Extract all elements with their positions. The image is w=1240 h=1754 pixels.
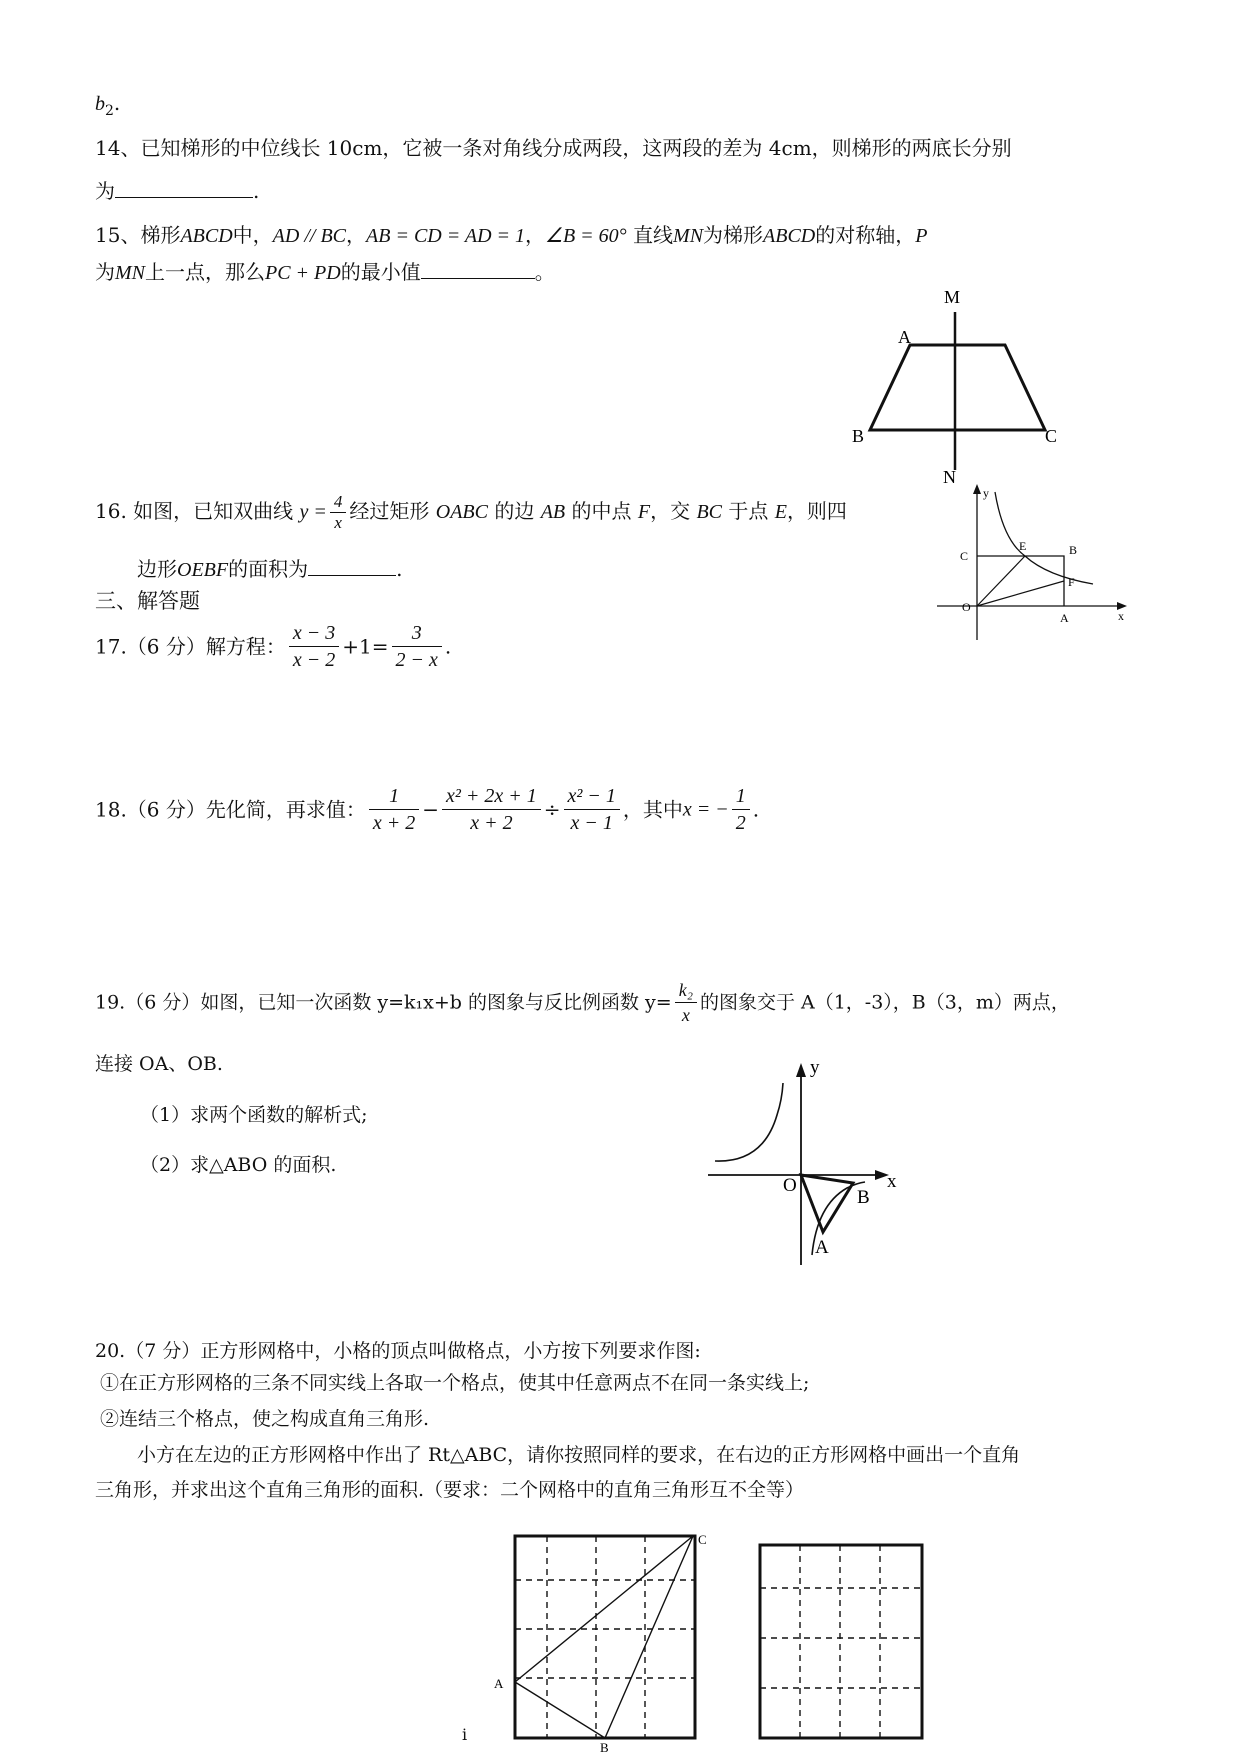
label-m: M <box>944 290 961 307</box>
section-title: 三、解答题 <box>95 589 200 613</box>
q17: 17.（6 分）解方程： $\frac{x - 3}{x - 2}$ +1= $\frac{3}{2 - x}$ . <box>95 622 452 671</box>
label-a: A <box>1060 611 1069 625</box>
q20-line1: 20.（7 分）正方形网格中，小格的顶点叫做格点，小方按下列要求作图: <box>95 1340 701 1362</box>
q20-grids-figure <box>490 1530 940 1754</box>
label-a: A <box>898 327 911 347</box>
rectangle-oabc <box>977 556 1064 606</box>
q20-line2: ①在正方形网格的三条不同实线上各取一个格点，使其中任意两点不在同一条实线上; <box>100 1372 810 1394</box>
right-grid <box>760 1545 922 1738</box>
q15-line1: 15、梯形ABCD中，AD // BC，AB = CD = AD = 1，∠B = 60° 直线MN为梯形ABCD的对称轴，P <box>95 223 928 247</box>
label-x: x <box>887 1171 897 1192</box>
q15-trapezoid-figure <box>840 290 1080 485</box>
left-grid <box>515 1536 695 1738</box>
label-c: C <box>960 549 969 563</box>
label-a: A <box>815 1237 829 1258</box>
q19-line1: 19.（6 分）如图，已知一次函数 y=k₁x+b 的图象与反比例函数 y= $\frac{\text{k₂}}{x}$ 的图象交于 A（1，-3），B（3，m）两点， <box>95 980 1070 1025</box>
label-y: y <box>810 1057 820 1078</box>
label-b: B <box>1069 543 1078 557</box>
q20-line3: ②连结三个格点，使之构成直角三角形. <box>100 1408 430 1430</box>
label-o: O <box>962 600 971 614</box>
y-axis-arrow <box>796 1063 806 1077</box>
label-c: C <box>698 1532 707 1547</box>
q19-sub1: （1）求两个函数的解析式; <box>140 1104 368 1126</box>
label-x: x <box>1118 609 1124 623</box>
hyperbola-curve <box>995 492 1093 584</box>
q18: 18.（6 分）先化简，再求值： $\frac{1}{x + 2}$ − $\frac{\text{x² + 2x + 1}}{x + 2}$ ÷ $\frac{\text{x² − 1}}{x - 1}$ ，其中x = − $\frac{1}{2}$ . <box>95 785 760 834</box>
label-a: A <box>494 1676 504 1691</box>
label-f: F <box>1068 575 1075 589</box>
label-o: O <box>783 1175 797 1196</box>
q14-line1: 14、已知梯形的中位线长 10cm，它被一条对角线分成两段，这两段的差为 4cm，则梯形的两底长分别 <box>95 136 1012 160</box>
q15-answer-blank <box>421 256 535 279</box>
q20-line4: 小方在左边的正方形网格中作出了 Rt△ABC，请你按照同样的要求，在右边的正方形网格中画出一个直角 <box>137 1444 1021 1466</box>
q19-sub2: （2）求△ABO 的面积. <box>140 1154 337 1176</box>
q14-answer-blank <box>115 175 253 198</box>
q16-line2: 边形OEBF的面积为 . <box>137 553 402 585</box>
label-y: y <box>983 486 989 500</box>
segment-of <box>977 581 1064 606</box>
right-grid-border <box>760 1545 922 1738</box>
label-b: B <box>600 1740 609 1754</box>
label-b: B <box>852 426 865 446</box>
page-mark: i <box>462 1725 468 1744</box>
q14-line2: 为 . <box>95 175 259 206</box>
label-n: N <box>943 467 956 485</box>
triangle-abc <box>515 1536 693 1738</box>
label-b: B <box>857 1187 870 1208</box>
q15-line2: 为MN上一点，那么PC + PD的最小值 。 <box>95 256 555 288</box>
label-c: C <box>1045 426 1058 446</box>
q19-function-figure <box>705 1055 905 1270</box>
q16-answer-blank <box>308 553 396 576</box>
hyperbola-branch-2nd-quadrant <box>715 1083 783 1161</box>
y-axis-arrow <box>973 484 981 494</box>
triangle-abo <box>801 1175 853 1232</box>
label-e: E <box>1019 539 1027 553</box>
trapezoid-abcd <box>870 345 1045 430</box>
q20-line5: 三角形，并求出这个直角三角形的面积.（要求：二个网格中的直角三角形互不全等） <box>95 1479 805 1501</box>
q16-line1: 16. 如图，已知双曲线 y = $\frac{4}{x}$ 经过矩形 OABC 的边 AB 的中点 F，交 BC 于点 E，则四 <box>95 492 847 532</box>
q16-hyperbola-figure <box>935 480 1135 648</box>
q19-line2: 连接 OA、OB. <box>95 1053 223 1075</box>
left-grid-border <box>515 1536 695 1738</box>
q13-tail: $b_2$. <box>95 91 121 119</box>
